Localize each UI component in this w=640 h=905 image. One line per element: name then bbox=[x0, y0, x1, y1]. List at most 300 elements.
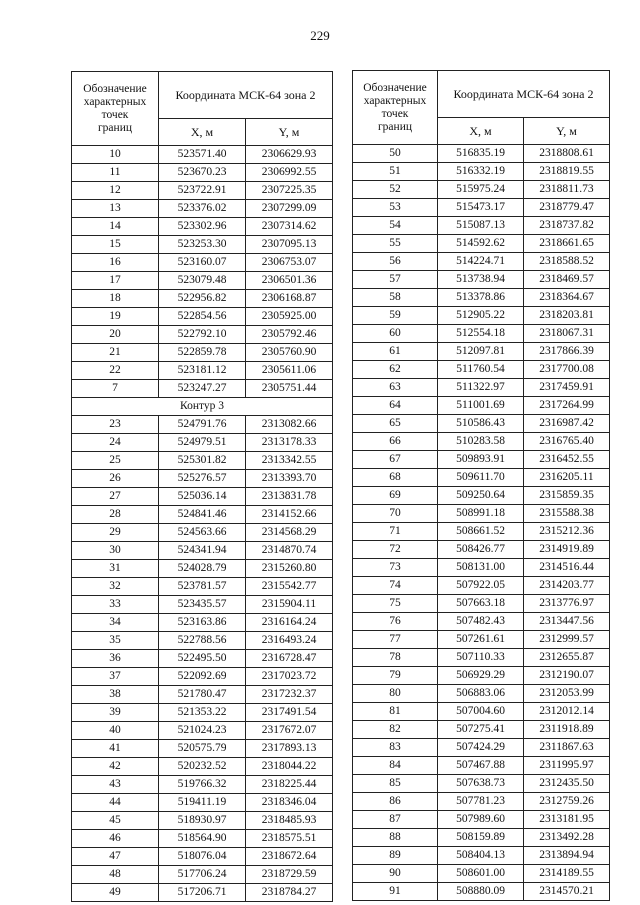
x-coordinate-cell: 508131.00 bbox=[438, 559, 524, 577]
y-coordinate-cell: 2317893.13 bbox=[246, 740, 333, 758]
table-row bbox=[72, 164, 333, 182]
table-row bbox=[72, 200, 333, 218]
y-coordinate-cell: 2306168.87 bbox=[246, 290, 333, 308]
y-coordinate-cell: 2306753.07 bbox=[246, 254, 333, 272]
point-number-cell: 74 bbox=[353, 577, 438, 595]
page-number: 229 bbox=[310, 28, 330, 43]
x-coordinate-cell: 522956.82 bbox=[159, 290, 246, 308]
coord-system-header: Координата МСК-64 зона 2 bbox=[159, 72, 333, 119]
point-number-cell: 28 bbox=[72, 506, 159, 524]
y-coordinate-cell: 2318811.73 bbox=[524, 181, 610, 199]
y-coordinate-cell: 2318808.61 bbox=[524, 145, 610, 163]
y-coordinate-cell: 2316987.42 bbox=[524, 415, 610, 433]
x-coordinate-cell: 514592.62 bbox=[438, 235, 524, 253]
point-number-cell: 80 bbox=[353, 685, 438, 703]
table-row bbox=[353, 433, 610, 451]
x-coordinate-cell: 507004.60 bbox=[438, 703, 524, 721]
point-number-cell: 90 bbox=[353, 865, 438, 883]
x-coordinate-cell: 521353.22 bbox=[159, 704, 246, 722]
x-coordinate-cell: 523302.96 bbox=[159, 218, 246, 236]
table-row bbox=[353, 793, 610, 811]
coordinates-table-right bbox=[352, 70, 610, 901]
x-coordinate-cell: 515473.17 bbox=[438, 199, 524, 217]
x-coordinate-cell: 523160.07 bbox=[159, 254, 246, 272]
point-number-cell: 83 bbox=[353, 739, 438, 757]
x-coordinate-cell: 507482.43 bbox=[438, 613, 524, 631]
table-row bbox=[353, 829, 610, 847]
point-number-cell: 21 bbox=[72, 344, 159, 362]
point-label-line: характерных bbox=[363, 94, 427, 107]
point-number-cell: 18 bbox=[72, 290, 159, 308]
point-number-cell: 56 bbox=[353, 253, 438, 271]
x-coordinate-cell: 522854.56 bbox=[159, 308, 246, 326]
coordinates-table-left bbox=[71, 71, 333, 902]
point-number-cell: 63 bbox=[353, 379, 438, 397]
y-coordinate-cell: 2313776.97 bbox=[524, 595, 610, 613]
x-coordinate-cell: 507638.73 bbox=[438, 775, 524, 793]
table-row bbox=[353, 775, 610, 793]
point-number-cell: 57 bbox=[353, 271, 438, 289]
x-coordinate-cell: 523181.12 bbox=[159, 362, 246, 380]
point-label-line: точек bbox=[381, 107, 409, 120]
table-row bbox=[72, 380, 333, 398]
table-row bbox=[353, 253, 610, 271]
y-coordinate-cell: 2312435.50 bbox=[524, 775, 610, 793]
table-row bbox=[353, 145, 610, 163]
point-number-cell: 87 bbox=[353, 811, 438, 829]
table-row bbox=[353, 199, 610, 217]
point-number-cell: 41 bbox=[72, 740, 159, 758]
x-coordinate-cell: 518076.04 bbox=[159, 848, 246, 866]
x-coordinate-cell: 524028.79 bbox=[159, 560, 246, 578]
y-coordinate-cell: 2305751.44 bbox=[246, 380, 333, 398]
point-number-cell: 25 bbox=[72, 452, 159, 470]
table-row bbox=[72, 704, 333, 722]
y-coordinate-cell: 2314189.55 bbox=[524, 865, 610, 883]
x-coordinate-cell: 511322.97 bbox=[438, 379, 524, 397]
y-coordinate-cell: 2318784.27 bbox=[246, 884, 333, 902]
x-coordinate-cell: 515087.13 bbox=[438, 217, 524, 235]
x-coordinate-cell: 516835.19 bbox=[438, 145, 524, 163]
point-label-line: Обозначение bbox=[83, 82, 147, 95]
table-row bbox=[353, 613, 610, 631]
point-number-cell: 15 bbox=[72, 236, 159, 254]
x-coordinate-cell: 524563.66 bbox=[159, 524, 246, 542]
y-coordinate-cell: 2318661.65 bbox=[524, 235, 610, 253]
x-coordinate-cell: 512554.18 bbox=[438, 325, 524, 343]
y-coordinate-cell: 2313393.70 bbox=[246, 470, 333, 488]
table-row bbox=[353, 397, 610, 415]
y-coordinate-cell: 2313181.95 bbox=[524, 811, 610, 829]
y-coordinate-cell: 2311867.63 bbox=[524, 739, 610, 757]
point-number-cell: 76 bbox=[353, 613, 438, 631]
point-number-cell: 46 bbox=[72, 830, 159, 848]
x-coordinate-cell: 510283.58 bbox=[438, 433, 524, 451]
table-row bbox=[353, 379, 610, 397]
y-coordinate-cell: 2318779.47 bbox=[524, 199, 610, 217]
table-row bbox=[353, 523, 610, 541]
table-row bbox=[72, 614, 333, 632]
y-coordinate-cell: 2315859.35 bbox=[524, 487, 610, 505]
x-coordinate-cell: 507781.23 bbox=[438, 793, 524, 811]
table-row bbox=[72, 308, 333, 326]
table-row bbox=[72, 686, 333, 704]
point-number-cell: 73 bbox=[353, 559, 438, 577]
y-coordinate-cell: 2315904.11 bbox=[246, 596, 333, 614]
point-label-header bbox=[72, 72, 159, 146]
point-number-cell: 32 bbox=[72, 578, 159, 596]
point-number-cell: 30 bbox=[72, 542, 159, 560]
x-coordinate-cell: 525301.82 bbox=[159, 452, 246, 470]
point-number-cell: 24 bbox=[72, 434, 159, 452]
y-coordinate-cell: 2313894.94 bbox=[524, 847, 610, 865]
point-number-cell: 48 bbox=[72, 866, 159, 884]
point-number-cell: 11 bbox=[72, 164, 159, 182]
table-row bbox=[353, 685, 610, 703]
x-coordinate-cell: 522788.56 bbox=[159, 632, 246, 650]
x-coordinate-cell: 507424.29 bbox=[438, 739, 524, 757]
point-number-cell: 79 bbox=[353, 667, 438, 685]
x-coordinate-cell: 524841.46 bbox=[159, 506, 246, 524]
y-coordinate-cell: 2313492.28 bbox=[524, 829, 610, 847]
point-number-cell: 59 bbox=[353, 307, 438, 325]
point-number-cell: 71 bbox=[353, 523, 438, 541]
y-coordinate-cell: 2314152.66 bbox=[246, 506, 333, 524]
y-coordinate-cell: 2306992.55 bbox=[246, 164, 333, 182]
table-row bbox=[353, 343, 610, 361]
table-row bbox=[353, 289, 610, 307]
y-coordinate-cell: 2314570.21 bbox=[524, 883, 610, 901]
point-number-cell: 23 bbox=[72, 416, 159, 434]
point-number-cell: 91 bbox=[353, 883, 438, 901]
y-coordinate-cell: 2318225.44 bbox=[246, 776, 333, 794]
x-coordinate-cell: 513378.86 bbox=[438, 289, 524, 307]
y-coordinate-cell: 2318819.55 bbox=[524, 163, 610, 181]
table-row bbox=[72, 758, 333, 776]
y-coordinate-cell: 2313082.66 bbox=[246, 416, 333, 434]
table-row bbox=[353, 415, 610, 433]
table-row bbox=[72, 344, 333, 362]
x-column-header: X, м bbox=[159, 119, 246, 146]
table-row bbox=[72, 146, 333, 164]
y-coordinate-cell: 2305925.00 bbox=[246, 308, 333, 326]
y-coordinate-cell: 2318485.93 bbox=[246, 812, 333, 830]
point-number-cell: 78 bbox=[353, 649, 438, 667]
point-number-cell: 85 bbox=[353, 775, 438, 793]
point-number-cell: 38 bbox=[72, 686, 159, 704]
x-coordinate-cell: 523571.40 bbox=[159, 146, 246, 164]
point-number-cell: 13 bbox=[72, 200, 159, 218]
x-coordinate-cell: 520232.52 bbox=[159, 758, 246, 776]
x-coordinate-cell: 508880.09 bbox=[438, 883, 524, 901]
y-coordinate-cell: 2316205.11 bbox=[524, 469, 610, 487]
y-coordinate-cell: 2318737.82 bbox=[524, 217, 610, 235]
y-coordinate-cell: 2318469.57 bbox=[524, 271, 610, 289]
point-number-cell: 39 bbox=[72, 704, 159, 722]
y-coordinate-cell: 2316728.47 bbox=[246, 650, 333, 668]
y-coordinate-cell: 2315542.77 bbox=[246, 578, 333, 596]
point-number-cell: 16 bbox=[72, 254, 159, 272]
point-number-cell: 51 bbox=[353, 163, 438, 181]
point-label-line: Обозначение bbox=[363, 81, 427, 94]
point-number-cell: 37 bbox=[72, 668, 159, 686]
y-coordinate-cell: 2312999.57 bbox=[524, 631, 610, 649]
x-coordinate-cell: 508991.18 bbox=[438, 505, 524, 523]
point-number-cell: 62 bbox=[353, 361, 438, 379]
table-row bbox=[72, 740, 333, 758]
y-coordinate-cell: 2317023.72 bbox=[246, 668, 333, 686]
point-number-cell: 12 bbox=[72, 182, 159, 200]
x-coordinate-cell: 508661.52 bbox=[438, 523, 524, 541]
y-coordinate-cell: 2312012.14 bbox=[524, 703, 610, 721]
table-row bbox=[353, 577, 610, 595]
x-coordinate-cell: 523435.57 bbox=[159, 596, 246, 614]
table-row bbox=[72, 830, 333, 848]
table-row bbox=[72, 884, 333, 902]
y-coordinate-cell: 2313831.78 bbox=[246, 488, 333, 506]
y-coordinate-cell: 2317459.91 bbox=[524, 379, 610, 397]
y-coordinate-cell: 2307225.35 bbox=[246, 182, 333, 200]
x-coordinate-cell: 508426.77 bbox=[438, 541, 524, 559]
y-coordinate-cell: 2307299.09 bbox=[246, 200, 333, 218]
table-row bbox=[353, 235, 610, 253]
x-coordinate-cell: 507989.60 bbox=[438, 811, 524, 829]
y-coordinate-cell: 2312190.07 bbox=[524, 667, 610, 685]
table-row bbox=[353, 883, 610, 901]
y-coordinate-cell: 2317264.99 bbox=[524, 397, 610, 415]
point-label-line: границ bbox=[97, 121, 133, 134]
point-number-cell: 52 bbox=[353, 181, 438, 199]
y-coordinate-cell: 2316452.55 bbox=[524, 451, 610, 469]
point-number-cell: 65 bbox=[353, 415, 438, 433]
table-row bbox=[353, 811, 610, 829]
y-coordinate-cell: 2313178.33 bbox=[246, 434, 333, 452]
y-coordinate-cell: 2306501.36 bbox=[246, 272, 333, 290]
y-coordinate-cell: 2317232.37 bbox=[246, 686, 333, 704]
x-coordinate-cell: 520575.79 bbox=[159, 740, 246, 758]
y-coordinate-cell: 2318044.22 bbox=[246, 758, 333, 776]
x-coordinate-cell: 523376.02 bbox=[159, 200, 246, 218]
table-row bbox=[353, 847, 610, 865]
table-row bbox=[353, 721, 610, 739]
point-number-cell: 45 bbox=[72, 812, 159, 830]
x-coordinate-cell: 523781.57 bbox=[159, 578, 246, 596]
x-coordinate-cell: 506883.06 bbox=[438, 685, 524, 703]
x-coordinate-cell: 507663.18 bbox=[438, 595, 524, 613]
point-number-cell: 58 bbox=[353, 289, 438, 307]
table-row bbox=[72, 866, 333, 884]
y-coordinate-cell: 2314516.44 bbox=[524, 559, 610, 577]
x-coordinate-cell: 523670.23 bbox=[159, 164, 246, 182]
point-number-cell: 43 bbox=[72, 776, 159, 794]
point-number-cell: 36 bbox=[72, 650, 159, 668]
point-number-cell: 88 bbox=[353, 829, 438, 847]
x-coordinate-cell: 522495.50 bbox=[159, 650, 246, 668]
point-number-cell: 49 bbox=[72, 884, 159, 902]
x-coordinate-cell: 516332.19 bbox=[438, 163, 524, 181]
y-coordinate-cell: 2316765.40 bbox=[524, 433, 610, 451]
point-number-cell: 14 bbox=[72, 218, 159, 236]
table-row bbox=[353, 361, 610, 379]
table-row bbox=[72, 560, 333, 578]
point-number-cell: 61 bbox=[353, 343, 438, 361]
table-row bbox=[353, 163, 610, 181]
y-coordinate-cell: 2318588.52 bbox=[524, 253, 610, 271]
x-coordinate-cell: 507110.33 bbox=[438, 649, 524, 667]
y-column-header: Y, м bbox=[524, 118, 610, 145]
y-coordinate-cell: 2306629.93 bbox=[246, 146, 333, 164]
x-coordinate-cell: 508404.13 bbox=[438, 847, 524, 865]
x-coordinate-cell: 509250.64 bbox=[438, 487, 524, 505]
point-label-line: характерных bbox=[83, 95, 147, 108]
point-number-cell: 54 bbox=[353, 217, 438, 235]
x-coordinate-cell: 523079.48 bbox=[159, 272, 246, 290]
table-row bbox=[72, 272, 333, 290]
table-row bbox=[353, 559, 610, 577]
x-coordinate-cell: 523722.91 bbox=[159, 182, 246, 200]
table-row bbox=[353, 487, 610, 505]
y-coordinate-cell: 2314203.77 bbox=[524, 577, 610, 595]
x-coordinate-cell: 522092.69 bbox=[159, 668, 246, 686]
table-row bbox=[72, 668, 333, 686]
point-number-cell: 34 bbox=[72, 614, 159, 632]
x-coordinate-cell: 524791.76 bbox=[159, 416, 246, 434]
table-row bbox=[72, 452, 333, 470]
table-row bbox=[353, 865, 610, 883]
point-number-cell: 69 bbox=[353, 487, 438, 505]
table-row bbox=[72, 812, 333, 830]
table-row bbox=[72, 776, 333, 794]
x-coordinate-cell: 508601.00 bbox=[438, 865, 524, 883]
point-number-cell: 19 bbox=[72, 308, 159, 326]
point-number-cell: 10 bbox=[72, 146, 159, 164]
table-row bbox=[353, 181, 610, 199]
table-row bbox=[353, 451, 610, 469]
point-number-cell: 64 bbox=[353, 397, 438, 415]
y-coordinate-cell: 2313342.55 bbox=[246, 452, 333, 470]
point-number-cell: 72 bbox=[353, 541, 438, 559]
point-number-cell: 22 bbox=[72, 362, 159, 380]
contour-label: Контур 3 bbox=[72, 398, 333, 416]
coord-system-header: Координата МСК-64 зона 2 bbox=[438, 71, 610, 118]
x-coordinate-cell: 510586.43 bbox=[438, 415, 524, 433]
x-coordinate-cell: 511001.69 bbox=[438, 397, 524, 415]
x-coordinate-cell: 522792.10 bbox=[159, 326, 246, 344]
table-row bbox=[353, 217, 610, 235]
point-number-cell: 29 bbox=[72, 524, 159, 542]
x-coordinate-cell: 512905.22 bbox=[438, 307, 524, 325]
x-coordinate-cell: 523247.27 bbox=[159, 380, 246, 398]
y-coordinate-cell: 2307314.62 bbox=[246, 218, 333, 236]
x-coordinate-cell: 521780.47 bbox=[159, 686, 246, 704]
point-number-cell: 20 bbox=[72, 326, 159, 344]
table-row bbox=[353, 505, 610, 523]
point-number-cell: 67 bbox=[353, 451, 438, 469]
y-coordinate-cell: 2318203.81 bbox=[524, 307, 610, 325]
table-row bbox=[72, 650, 333, 668]
table-row bbox=[353, 703, 610, 721]
table-row bbox=[353, 649, 610, 667]
point-number-cell: 42 bbox=[72, 758, 159, 776]
table-row bbox=[72, 596, 333, 614]
y-coordinate-cell: 2305792.46 bbox=[246, 326, 333, 344]
point-number-cell: 7 bbox=[72, 380, 159, 398]
table-row bbox=[353, 631, 610, 649]
table-row bbox=[353, 307, 610, 325]
table-row bbox=[353, 739, 610, 757]
point-number-cell: 26 bbox=[72, 470, 159, 488]
x-coordinate-cell: 518564.90 bbox=[159, 830, 246, 848]
y-coordinate-cell: 2312655.87 bbox=[524, 649, 610, 667]
y-coordinate-cell: 2312759.26 bbox=[524, 793, 610, 811]
y-coordinate-cell: 2305760.90 bbox=[246, 344, 333, 362]
table-row bbox=[72, 794, 333, 812]
y-coordinate-cell: 2313447.56 bbox=[524, 613, 610, 631]
x-coordinate-cell: 525036.14 bbox=[159, 488, 246, 506]
contour-row bbox=[72, 398, 333, 416]
point-number-cell: 17 bbox=[72, 272, 159, 290]
y-column-header: Y, м bbox=[246, 119, 333, 146]
table-row bbox=[72, 632, 333, 650]
table-row bbox=[72, 506, 333, 524]
y-coordinate-cell: 2316493.24 bbox=[246, 632, 333, 650]
y-coordinate-cell: 2318672.64 bbox=[246, 848, 333, 866]
y-coordinate-cell: 2311918.89 bbox=[524, 721, 610, 739]
x-coordinate-cell: 506929.29 bbox=[438, 667, 524, 685]
table-row bbox=[353, 757, 610, 775]
x-coordinate-cell: 523163.86 bbox=[159, 614, 246, 632]
x-coordinate-cell: 509893.91 bbox=[438, 451, 524, 469]
table-row bbox=[353, 469, 610, 487]
x-coordinate-cell: 519766.32 bbox=[159, 776, 246, 794]
y-coordinate-cell: 2318575.51 bbox=[246, 830, 333, 848]
y-coordinate-cell: 2314568.29 bbox=[246, 524, 333, 542]
table-row bbox=[72, 434, 333, 452]
x-coordinate-cell: 522859.78 bbox=[159, 344, 246, 362]
table-row bbox=[72, 848, 333, 866]
table-row bbox=[72, 236, 333, 254]
x-coordinate-cell: 507261.61 bbox=[438, 631, 524, 649]
y-coordinate-cell: 2318364.67 bbox=[524, 289, 610, 307]
x-coordinate-cell: 507922.05 bbox=[438, 577, 524, 595]
point-number-cell: 81 bbox=[353, 703, 438, 721]
x-coordinate-cell: 524341.94 bbox=[159, 542, 246, 560]
y-coordinate-cell: 2315212.36 bbox=[524, 523, 610, 541]
table-row bbox=[72, 470, 333, 488]
table-row bbox=[353, 595, 610, 613]
y-coordinate-cell: 2317866.39 bbox=[524, 343, 610, 361]
x-column-header: X, м bbox=[438, 118, 524, 145]
point-number-cell: 60 bbox=[353, 325, 438, 343]
x-coordinate-cell: 521024.23 bbox=[159, 722, 246, 740]
point-label-header bbox=[353, 71, 438, 145]
x-coordinate-cell: 517706.24 bbox=[159, 866, 246, 884]
point-number-cell: 35 bbox=[72, 632, 159, 650]
x-coordinate-cell: 523253.30 bbox=[159, 236, 246, 254]
y-coordinate-cell: 2315260.80 bbox=[246, 560, 333, 578]
y-coordinate-cell: 2314919.89 bbox=[524, 541, 610, 559]
point-label-line: точек bbox=[101, 108, 129, 121]
y-coordinate-cell: 2317700.08 bbox=[524, 361, 610, 379]
point-number-cell: 31 bbox=[72, 560, 159, 578]
table-row bbox=[353, 271, 610, 289]
x-coordinate-cell: 519411.19 bbox=[159, 794, 246, 812]
x-coordinate-cell: 515975.24 bbox=[438, 181, 524, 199]
x-coordinate-cell: 524979.51 bbox=[159, 434, 246, 452]
x-coordinate-cell: 513738.94 bbox=[438, 271, 524, 289]
point-number-cell: 89 bbox=[353, 847, 438, 865]
point-number-cell: 66 bbox=[353, 433, 438, 451]
